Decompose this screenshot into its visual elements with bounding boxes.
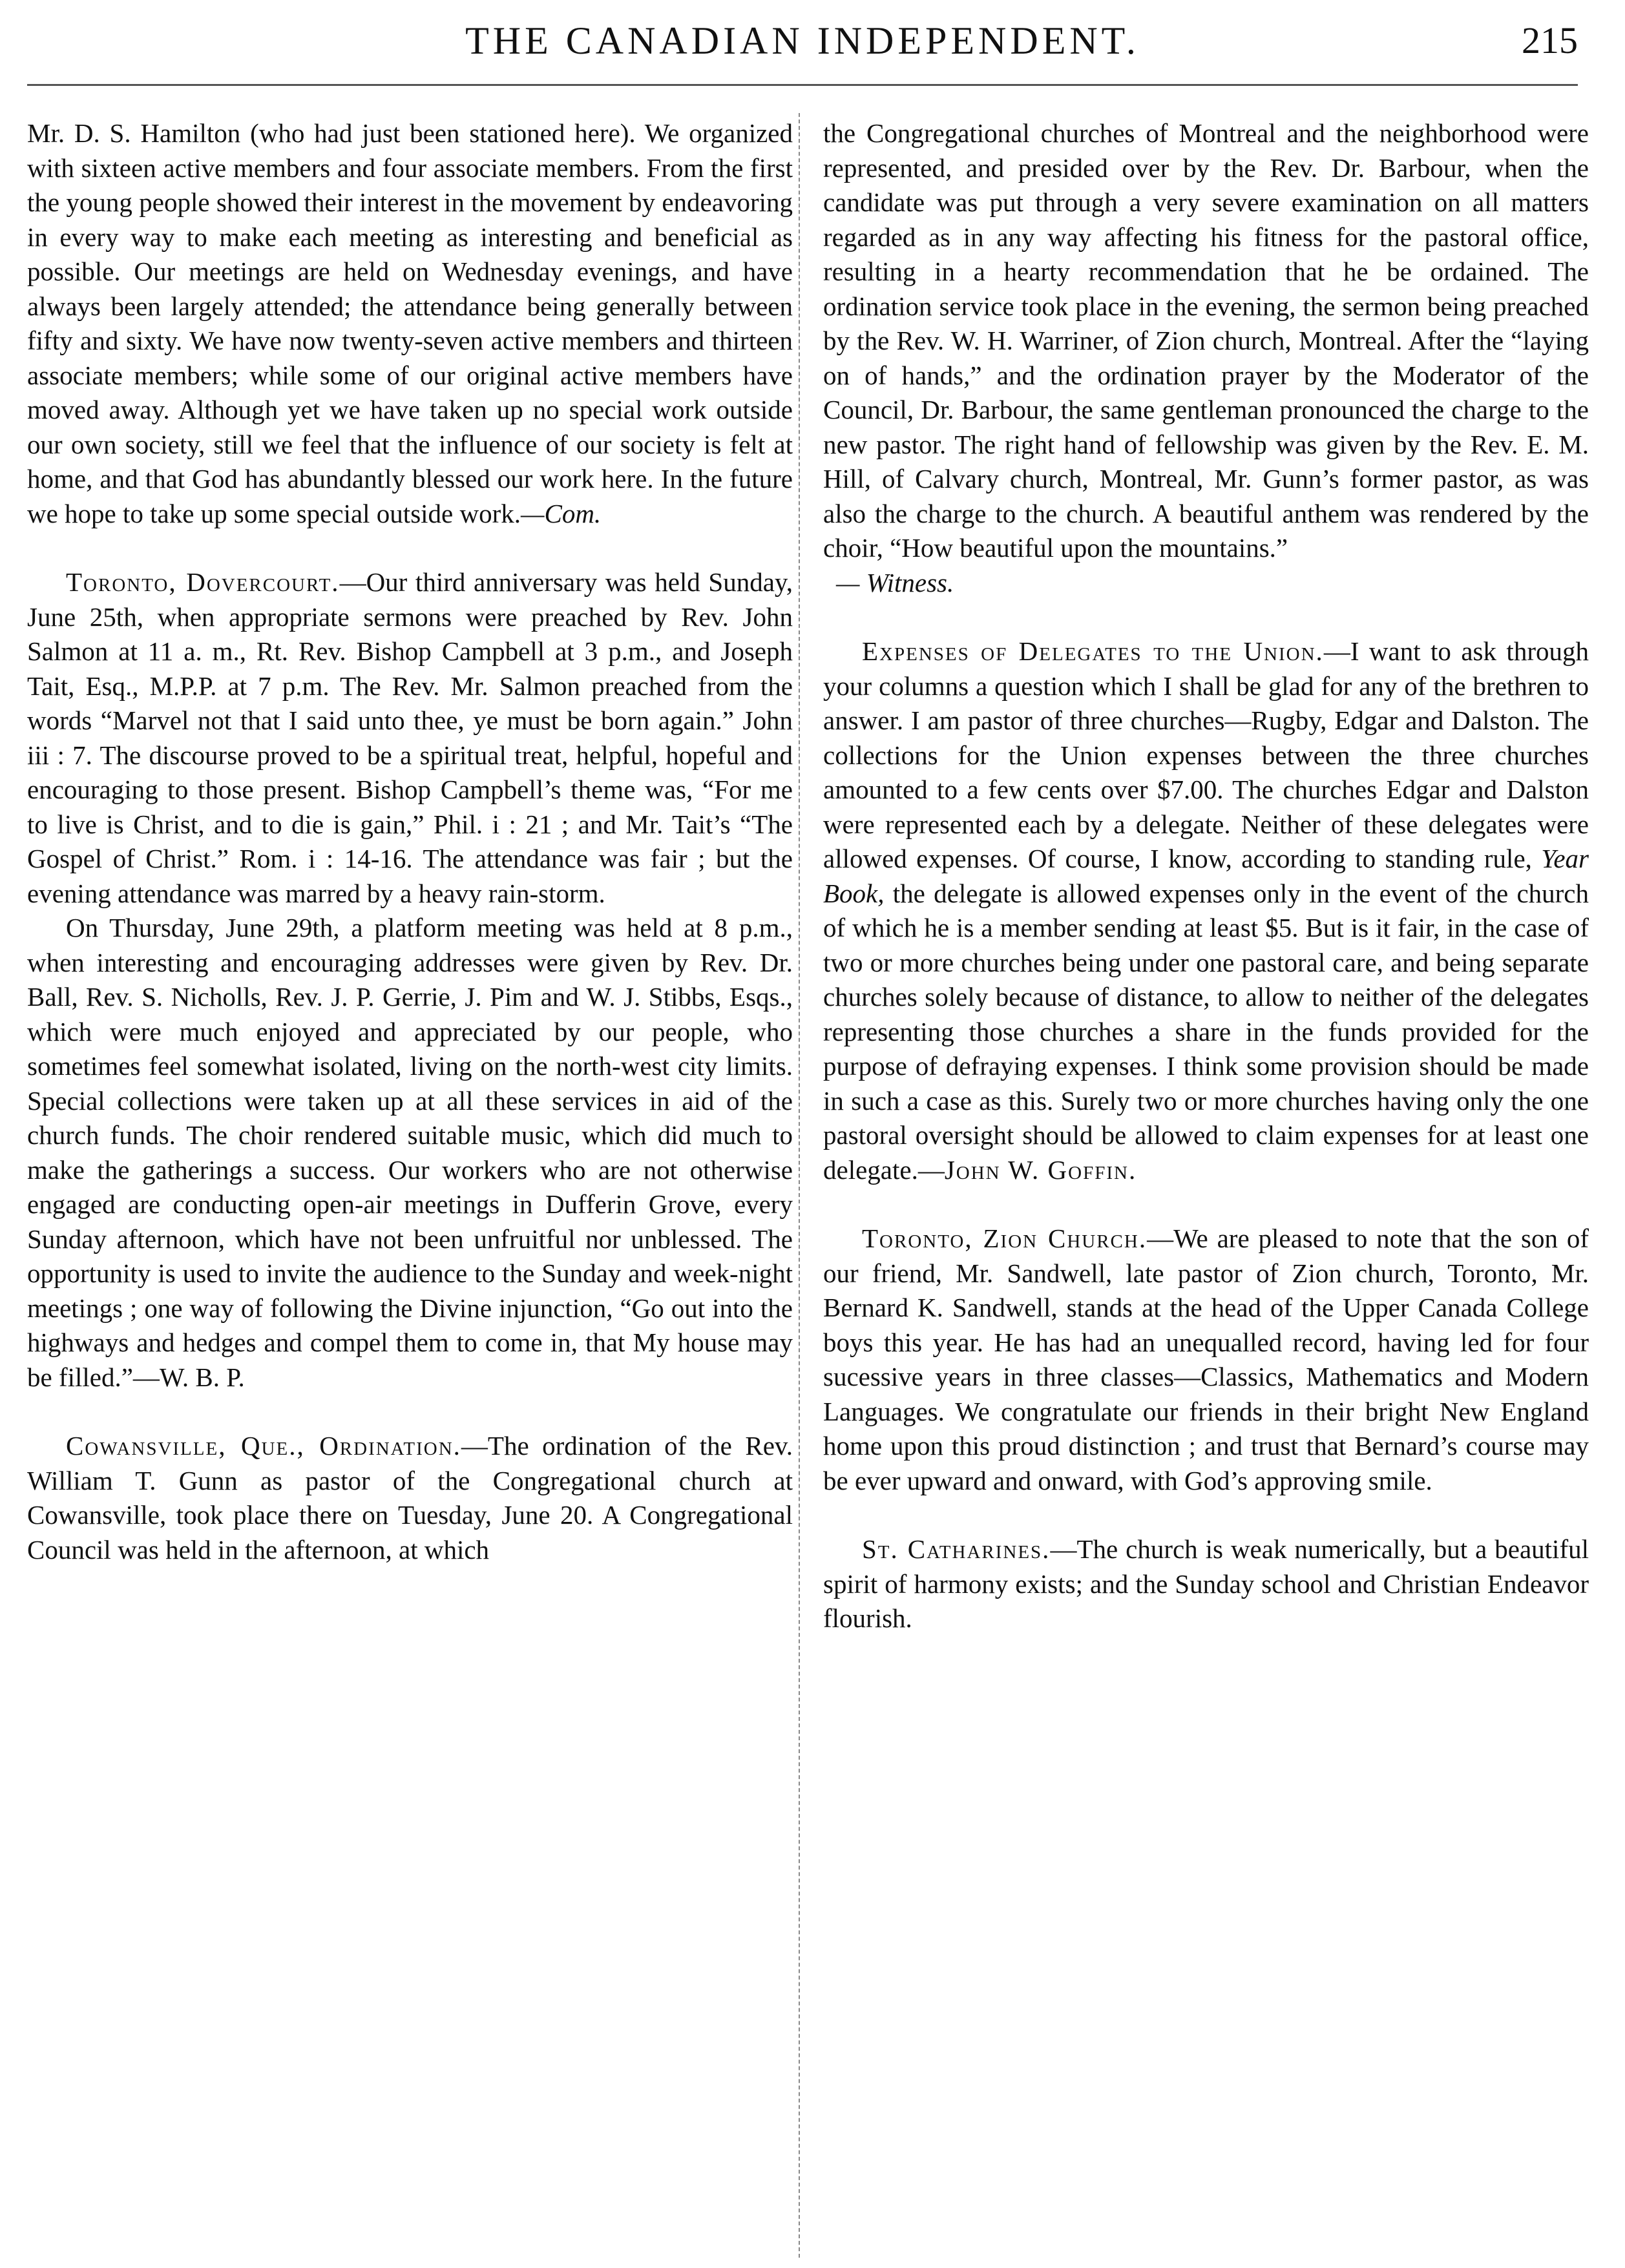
article-paragraph xyxy=(27,911,793,1395)
article-text: the delegate is allowed expenses only in the event of the church of which he is a member sending at least $5. But is it fair, in the case of two or more churches being under one pastoral care, and being separate churches solely because of distance, to allow to neither of the delegates representing those churches a share in the funds provided for the purpose of defraying expenses. I think some provision should be made in such a case as this. Surely two or more churches having only the one pastoral oversight should be allowed to claim expenses for at least one delegate.— xyxy=(823,878,1589,1185)
article-st-catharines xyxy=(823,1532,1589,1636)
right-column xyxy=(823,116,1589,1636)
article-text: —I want to ask through your columns a question which I shall be glad for any of the brethren to answer. I am pastor of three churches—Rugby, Edgar and Dalston. The collections for the Union expenses between the three churches amounted to a few cents over $7.00. The churches Edgar and Dalston were represented each by a delegate. Neither of these delegates were allowed expenses. Of course, I know, according to standing rule, xyxy=(823,636,1589,873)
article-toronto-zion-church xyxy=(823,1222,1589,1498)
article-text: the Congregational churches of Montreal and the neighborhood were represented, and presided over by the Rev. Dr. Barbour, when the candidate was put through a very severe examination on all matters regarded as in any way affecting his fitness for the pastoral office, resulting in a hearty recommendation that he be ordained. The ordination service took place in the evening, the sermon being preached by the Rev. W. H. Warriner, of Zion church, Montreal. After the “laying on of hands,” and the ordination prayer by the Moderator of the Council, Dr. Barbour, the same gentleman pronounced the charge to the new pastor. The right hand of fellowship was given by the Rev. E. M. Hill, of Calvary church, Montreal, Mr. Gunn’s former pastor, as was also the charge to the church. A beautiful anthem was rendered by the choir, “How beautiful upon the mountains.” xyxy=(823,118,1589,563)
article-text: —We are pleased to note that the son of our friend, Mr. Sandwell, late pastor of Zion church, Toronto, Mr. Bernard K. Sandwell, stands at the head of the Upper Canada College boys this year. He has had an unequalled record, having led for four sucessive years in three classes—Classics, Mathematics and Modern Languages. We congratulate our friends in their bright New England home upon this proud distinction ; and trust that Bernard’s course may be ever upward and onward, with God’s approving smile. xyxy=(823,1223,1589,1495)
column-divider xyxy=(799,113,800,2258)
left-column xyxy=(27,116,793,1567)
article-signature: — Witness. xyxy=(836,567,954,598)
article-heading: St. Catharines. xyxy=(862,1534,1051,1564)
article-text: —The church is weak numerically, but a beautiful spirit of harmony exists; and the Sunday school and Christian Endeavor flourish. xyxy=(823,1534,1589,1633)
article-heading: Expenses of Delegates to the Union. xyxy=(862,636,1324,666)
article-signature: John W. Goffin. xyxy=(944,1154,1137,1185)
article-toronto-dovercourt xyxy=(27,565,793,911)
article-endeavor-continued xyxy=(27,116,793,531)
header-rule xyxy=(27,84,1578,86)
article-cowansville-ordination xyxy=(27,1429,793,1567)
article-text: —The ordination of the Rev. William T. Gunn as pastor of the Congregational church at Cowansville, took place there on Tuesday, June 20. A Congregational Council was held in the afternoon, at which xyxy=(27,1431,793,1565)
running-title: THE CANADIAN INDEPENDENT. xyxy=(465,19,1140,62)
article-signature: —Com. xyxy=(521,498,602,528)
article-heading: Toronto, Zion Church. xyxy=(862,1223,1148,1253)
page-header xyxy=(27,0,1578,97)
page-number: 215 xyxy=(1522,19,1578,61)
article-text: Mr. D. S. Hamilton (who had just been stationed here). We organized with sixteen active members and four associate members. From the first the young people showed their interest in the movement by endeavoring in every way to make each meeting as interesting and beneficial as possible. Our meetings are held on Wednesday evenings, and have always been largely attended; the attendance being generally between fifty and sixty. We have now twenty-seven active members and thirteen associate members; while some of our original active members have moved away. Although yet we have taken up no special work outside our own society, still we feel that the influence of our society is felt at home, and that God has abundantly blessed our work here. In the future we hope to take up some special outside work. xyxy=(27,118,793,528)
article-text: —Our third anniversary was held Sunday, June 25th, when appropriate sermons were preached by Rev. John Salmon at 11 a. m., Rt. Rev. Bishop Campbell at 3 p.m., and Joseph Tait, Esq., M.P.P. at 7 p.m. The Rev. Mr. Salmon preached from the words “Marvel not that I said unto thee, ye must be born again.” John iii : 7. The discourse proved to be a spiritual treat, helpful, hopeful and encouraging to those present. Bishop Campbell’s theme was, “For me to live is Christ, and to die is gain,” Phil. i : 21 ; and Mr. Tait’s “The Gospel of Christ.” Rom. i : 14-16. The attendance was fair ; but the evening attendance was marred by a heavy rain-storm. xyxy=(27,567,793,908)
article-text: On Thursday, June 29th, a platform meeting was held at 8 p.m., when interesting and encouraging addresses were given by Rev. Dr. Ball, Rev. S. Nicholls, Rev. J. P. Gerrie, J. Pim and W. J. Stibbs, Esqs., which were much enjoyed and appreciated by our people, who sometimes feel somewhat isolated, living on the north-west city limits. Special collections were taken up at all these services in aid of the church funds. The choir rendered suitable music, which did much to make the gatherings a success. Our workers who are not otherwise engaged are conducting open-air meetings in Dufferin Grove, every Sunday afternoon, which have not been unfruitful nor unblessed. The opportunity is used to invite the audience to the Sunday and week-night meetings ; one way of following the Divine injunction, “Go out into the highways and hedges and compel them to come in, that My house may be filled.”—W. B. P. xyxy=(27,913,793,1392)
article-heading: Cowansville, Que., Ordination. xyxy=(66,1431,461,1461)
article-cowansville-continued xyxy=(823,116,1589,566)
article-heading: Toronto, Dovercourt. xyxy=(66,567,340,597)
article-expenses-of-delegates xyxy=(823,634,1589,1187)
italic-title: Year Book, xyxy=(823,844,1589,908)
article-signature-line xyxy=(823,566,1589,601)
